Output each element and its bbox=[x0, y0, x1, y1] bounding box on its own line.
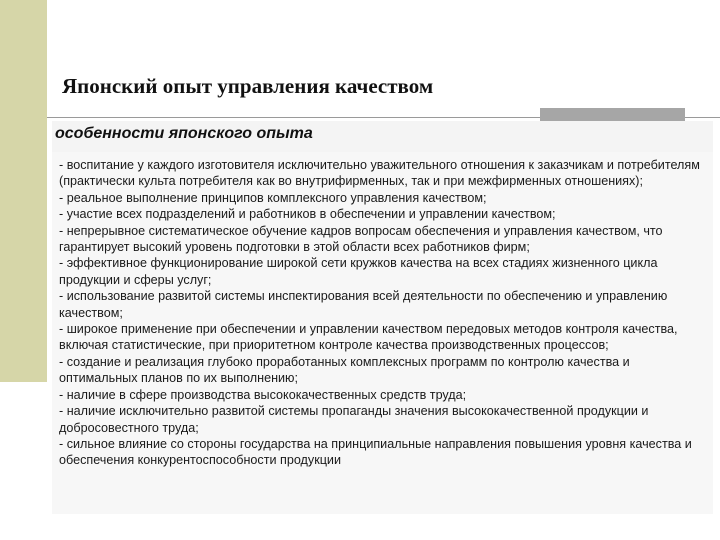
list-item: - наличие в сфере производства высококачественных средств труда; bbox=[59, 387, 467, 402]
list-item: - создание и реализация глубоко проработанных комплексных программ по контролю качества и оптимальных планов по их выполнению; bbox=[59, 354, 630, 386]
list-item: - непрерывное систематическое обучение кадров вопросам обеспечения и управления качеством, что гарантирует высокий уровень подготовки в этой области всех работников фирм; bbox=[59, 223, 663, 255]
list-item: - сильное влияние со стороны государства на принципиальные направления повышения уровня качества и обеспечения конкурентоспособности продукции bbox=[59, 436, 692, 468]
list-item: - использование развитой системы инспектирования всей деятельности по обеспечению и управлению качеством; bbox=[59, 289, 668, 320]
list-item: - широкое применение при обеспечении и управлении качеством передовых методов контроля качества, включая статистические, при приоритетном контроле качества производственных процессов; bbox=[59, 322, 678, 353]
list-item: - реальное выполнение принципов комплексного управления качеством; bbox=[59, 190, 487, 205]
list-item: - эффективное функционирование широкой сети кружков качества на всех стадиях жизненного цикла продукции и сферы услуг; bbox=[59, 256, 658, 287]
list-item: - участие всех подразделений и работников в обеспечении и управлении качеством; bbox=[59, 207, 556, 222]
subtitle: особенности японского опыта bbox=[55, 125, 313, 142]
slide-title: Японский опыт управления качеством bbox=[62, 74, 434, 98]
list-item: - воспитание у каждого изготовителя исключительно уважительного отношения к заказчикам и потребителям (практически культа потребителя как во внутрифирменных, так и при межфирменных отношениях); bbox=[59, 158, 700, 189]
side-accent-bar bbox=[0, 0, 47, 382]
list-item: - наличие исключительно развитой системы пропаганды значения высококачественной продукции и добросовестного труда; bbox=[59, 404, 649, 435]
content-list bbox=[59, 157, 707, 469]
